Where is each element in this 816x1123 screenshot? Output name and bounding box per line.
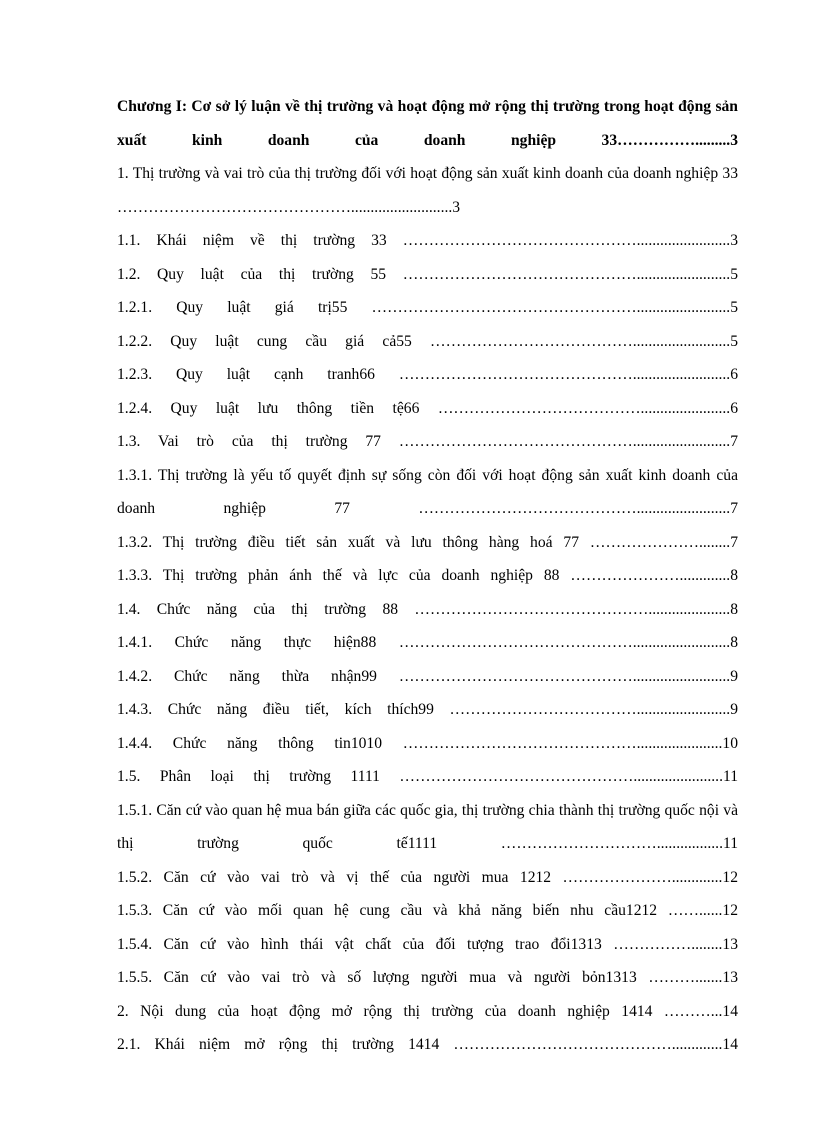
toc-entry: 1.5.4. Căn cứ vào hình thái vật chất của đối tượng trao đổi1313 ……………........13 xyxy=(117,935,738,953)
toc-entry: 1.3.2. Thị trường điều tiết sản xuất và lưu thông hàng hoá 77 …………………........7 xyxy=(117,533,738,551)
toc-entry: 1.3. Vai trò của thị trường 77 ……………………………………….........................7 xyxy=(117,433,738,450)
toc-entry: 1.4. Chức năng của thị trường 88 ……………………………………….....................8 xyxy=(117,600,738,618)
toc-entry: 1.2. Quy luật của thị trường 55 ………………………………………........................5 xyxy=(117,265,738,283)
toc-entry: 2.1. Khái niệm mở rộng thị trường 1414 …………………………………….............14 xyxy=(117,1036,738,1053)
toc-entry: 1.2.2. Quy luật cung cầu giá cả55 ………………………………….........................5 xyxy=(117,332,738,350)
table-of-contents xyxy=(117,90,738,1062)
toc-entry: 1.5. Phân loại thị trường 1111 ……………………………………….......................11 xyxy=(117,768,738,785)
toc-entry: 1.5.5. Căn cứ vào vai trò và số lượng người mua và người bỏn1313 ……….......13 xyxy=(117,969,738,986)
toc-entry: 1.5.2. Căn cứ vào vai trò và vị thế của người mua 1212 ………………….............12 xyxy=(117,868,738,886)
toc-entry: 1. Thị trường và vai trò của thị trường đối với hoạt động sản xuất kinh doanh của doanh nghiệp 33 ………………………………………..........................3 xyxy=(117,165,738,216)
toc-entry: 1.5.3. Căn cứ vào mối quan hệ cung cầu và khả năng biến nhu cầu1212 ……......12 xyxy=(117,902,738,919)
toc-entry: 1.2.4. Quy luật lưu thông tiền tệ66 ………………………………….......................6 xyxy=(117,399,738,417)
toc-entry: 1.3.1. Thị trường là yếu tố quyết định sự sống còn đối với hoạt động sản xuất kinh doanh của doanh nghiệp 77 ……………………………………........................7 xyxy=(117,466,738,517)
toc-entry: 1.4.1. Chức năng thực hiện88 ……………………………………….........................8 xyxy=(117,634,738,651)
toc-entry: 2. Nội dung của hoạt động mở rộng thị trường của doanh nghiệp 1414 ………...14 xyxy=(117,1002,738,1020)
toc-entry: 1.3.3. Thị trường phản ánh thế và lực của doanh nghiệp 88 ………………….............8 xyxy=(117,567,738,584)
toc-entry: 1.4.2. Chức năng thừa nhận99 ……………………………………….........................9 xyxy=(117,667,738,685)
toc-entry: Chương I: Cơ sở lý luận về thị trường và hoạt động mở rộng thị trường trong hoạt động sản xuất kinh doanh của doanh nghiệp 33…………….........3 xyxy=(117,98,738,149)
toc-entry: 1.5.1. Căn cứ vào quan hệ mua bán giữa các quốc gia, thị trường chia thành thị trường quốc nội và thị trường quốc tế1111 ………………………….................11 xyxy=(117,801,738,852)
toc-entry: 1.4.4. Chức năng thông tin1010 ………………………………………......................10 xyxy=(117,734,738,752)
toc-entry: 1.2.1. Quy luật giá trị55 ……………………………………………........................5 xyxy=(117,299,738,316)
toc-entry: 1.4.3. Chức năng điều tiết, kích thích99 ………………………………........................9 xyxy=(117,701,738,718)
toc-entry: 1.2.3. Quy luật cạnh tranh66 ……………………………………….........................6 xyxy=(117,366,738,383)
toc-entry: 1.1. Khái niệm về thị trường 33 ………………………………………........................3 xyxy=(117,232,738,249)
